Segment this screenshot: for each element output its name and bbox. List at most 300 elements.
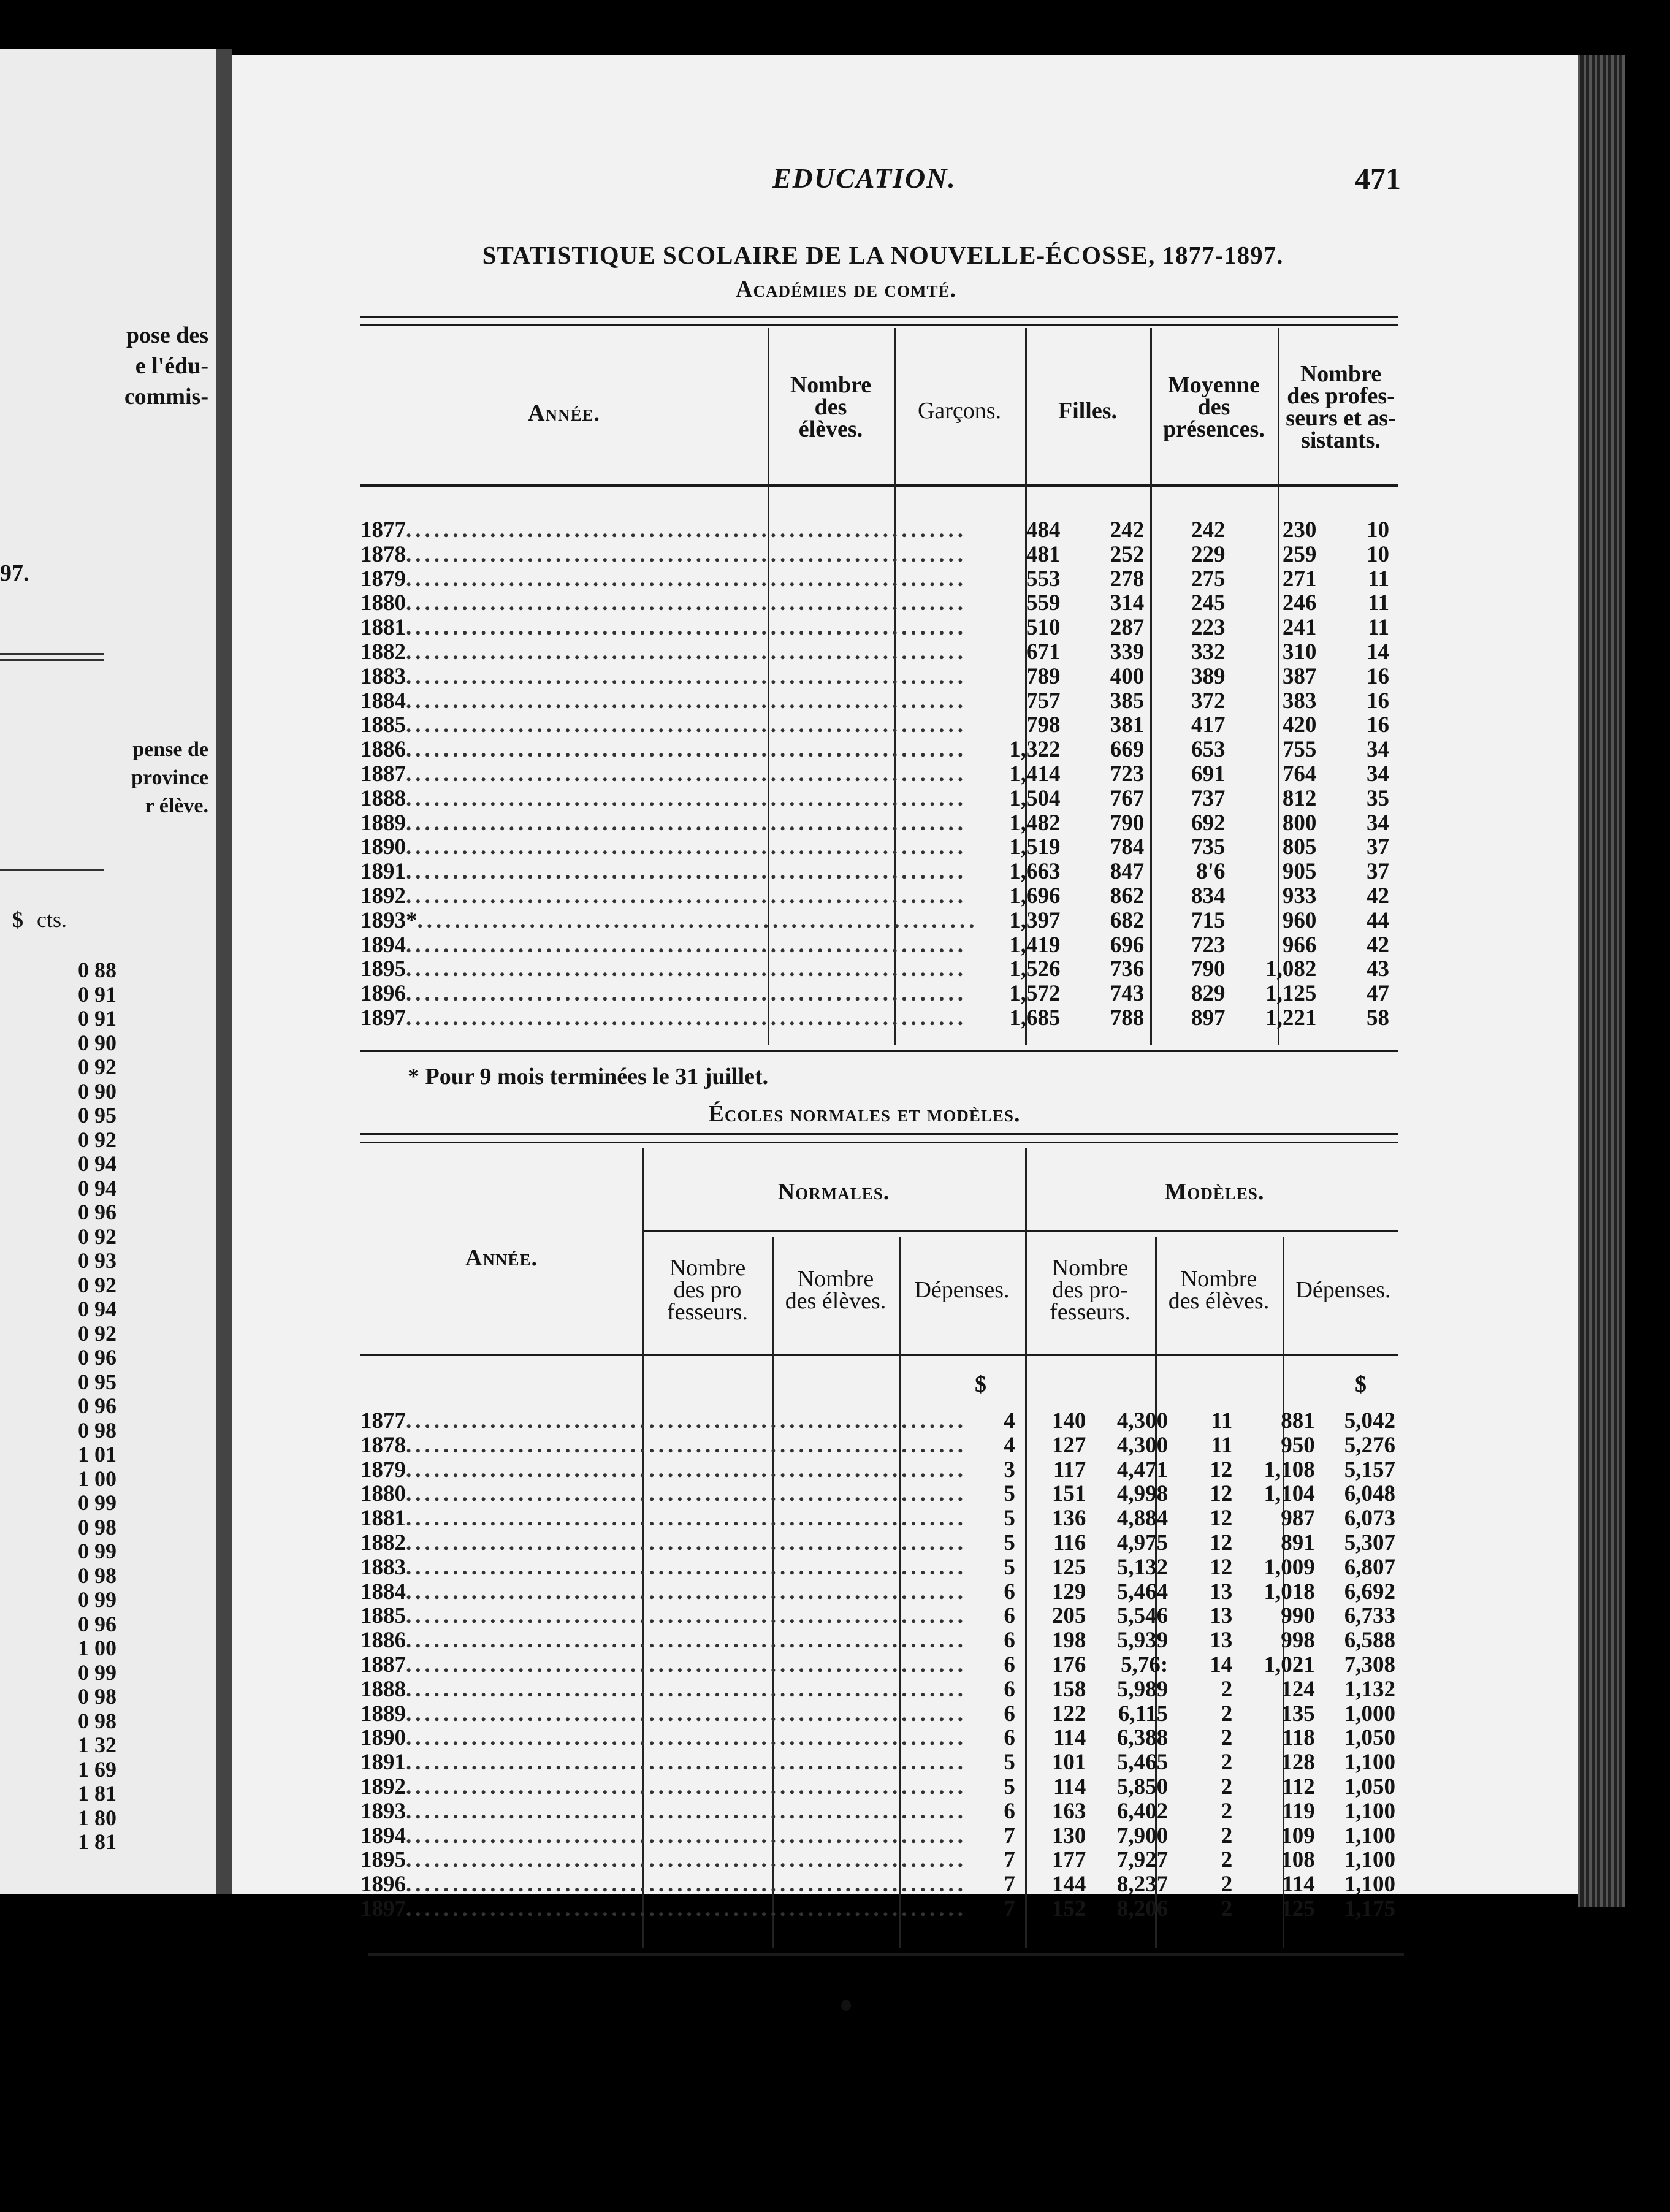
table2-cell-3: 4,300 <box>1116 1432 1169 1458</box>
table2-cell-5: 124 <box>1281 1676 1315 1702</box>
table2-cell-3: 8,237 <box>1116 1872 1169 1897</box>
left-page-text: r élève. <box>145 795 208 817</box>
table2-cell-5: 108 <box>1281 1847 1315 1873</box>
table2-subtitle: Écoles normales et modèles. <box>708 1101 1021 1127</box>
year-cell: 1881............................................................ <box>360 616 967 640</box>
table2-cell-4: 14 <box>1210 1652 1233 1677</box>
left-page-value: 0 90 <box>78 1078 116 1104</box>
left-page-value: 0 99 <box>78 1539 116 1563</box>
year-cell: 1891............................................................ <box>360 860 967 884</box>
table2-cell-2: 116 <box>1053 1530 1086 1555</box>
table-row <box>360 640 1398 665</box>
table2-cell-6: 1,100 <box>1344 1798 1395 1824</box>
table2-cell-2: 152 <box>1051 1896 1086 1921</box>
table1-cell-5: 14 <box>1367 639 1389 665</box>
year-cell: 1882............................................................ <box>360 1530 967 1555</box>
table2-cell-2: 114 <box>1053 1725 1086 1751</box>
table1-cell-2: 385 <box>1110 688 1145 714</box>
table1-cell-4: 383 <box>1282 688 1317 714</box>
table1-cell-1: 1,482 <box>1009 810 1061 836</box>
header-annee-2: Année. <box>465 1245 538 1271</box>
table1-cell-5: 10 <box>1367 541 1389 567</box>
table2-cell-1: 6 <box>1004 1725 1015 1751</box>
table1-cell-5: 16 <box>1367 663 1389 689</box>
table1-cell-1: 1,519 <box>1009 834 1061 860</box>
table2-cell-6: 6,733 <box>1344 1603 1395 1629</box>
table-row <box>360 1458 1404 1482</box>
table-row <box>360 860 1398 884</box>
table2-cell-1: 6 <box>1004 1603 1015 1629</box>
year-cell: 1889............................................................ <box>360 1701 967 1726</box>
left-page-value: 0 92 <box>78 1055 116 1079</box>
table-row <box>360 762 1398 787</box>
left-page-value: 0 99 <box>78 1587 116 1612</box>
table2-cell-6: 1,100 <box>1344 1750 1395 1775</box>
table1-cell-4: 246 <box>1282 590 1317 616</box>
table1-cell-3: 8'6 <box>1196 859 1226 885</box>
left-page-value: 0 98 <box>78 1417 116 1443</box>
table2-cell-4: 12 <box>1210 1481 1233 1507</box>
year-cell: 1890............................................................ <box>360 1726 967 1751</box>
table2-cell-4: 13 <box>1210 1579 1233 1604</box>
table-row <box>360 1824 1404 1848</box>
table2-cell-5: 125 <box>1281 1896 1315 1921</box>
table2-cell-4: 2 <box>1221 1896 1233 1921</box>
ink-dot <box>841 2000 851 2011</box>
year-cell: 1878............................................................ <box>360 1433 967 1458</box>
table-row <box>360 1482 1404 1506</box>
table1-cell-4: 1,082 <box>1265 956 1317 982</box>
table1-cell-4: 1,125 <box>1265 981 1317 1007</box>
table1-cell-4: 1,221 <box>1265 1005 1317 1031</box>
table1-cell-5: 34 <box>1367 737 1389 763</box>
table2-cell-5: 112 <box>1282 1774 1315 1799</box>
table1-cell-3: 790 <box>1191 956 1226 982</box>
table2-cell-5: 119 <box>1282 1798 1315 1824</box>
left-page-value: 0 94 <box>78 1175 116 1200</box>
table2-cell-2: 198 <box>1051 1628 1086 1653</box>
table-row <box>360 616 1398 640</box>
table2-cell-3: 5,939 <box>1116 1628 1169 1653</box>
table1-cell-2: 339 <box>1110 639 1145 665</box>
table1-cell-4: 271 <box>1282 566 1317 592</box>
year-cell: 1896............................................................ <box>360 982 967 1006</box>
table2-cell-3: 6,388 <box>1116 1725 1169 1751</box>
left-page-fragment <box>0 49 216 1894</box>
table1-cell-1: 1,419 <box>1009 932 1061 958</box>
table1-cell-1: 510 <box>1026 615 1061 641</box>
year-cell: 1880............................................................ <box>360 1482 967 1507</box>
table-row <box>360 1726 1404 1750</box>
header-garcons: Garçons. <box>917 398 1002 424</box>
table2-cell-3: 7,900 <box>1116 1823 1169 1848</box>
table1-cell-4: 805 <box>1282 834 1317 860</box>
table-row <box>360 567 1398 592</box>
table-row <box>360 518 1398 543</box>
table1-cell-2: 314 <box>1110 590 1145 616</box>
table2-cell-6: 6,692 <box>1344 1579 1395 1604</box>
table1-cell-5: 44 <box>1367 907 1389 933</box>
table2-cell-1: 6 <box>1004 1652 1015 1677</box>
table1-cell-5: 47 <box>1367 981 1389 1007</box>
table2-cell-3: 7,927 <box>1116 1847 1169 1873</box>
table1-cell-5: 16 <box>1367 688 1389 714</box>
table1-cell-4: 966 <box>1282 932 1317 958</box>
year-cell: 1882............................................................ <box>360 639 967 665</box>
table2-cell-5: 1,018 <box>1264 1579 1315 1604</box>
table-row <box>360 591 1398 616</box>
left-page-value: 0 98 <box>78 1684 116 1709</box>
table1-cell-4: 905 <box>1282 859 1317 885</box>
table1-cell-2: 242 <box>1110 517 1145 543</box>
left-page-value: 0 96 <box>78 1200 116 1224</box>
table-row <box>360 1628 1404 1653</box>
table2-cell-4: 11 <box>1211 1408 1233 1433</box>
table1-cell-3: 417 <box>1191 712 1226 738</box>
table1-cell-1: 798 <box>1026 712 1061 738</box>
table-row <box>360 835 1398 860</box>
left-page-value: 1 80 <box>78 1805 116 1830</box>
year-cell: 1885............................................................ <box>360 713 967 738</box>
year-cell: 1884............................................................ <box>360 688 967 714</box>
table2-cell-6: 5,307 <box>1344 1530 1395 1555</box>
table1-cell-2: 767 <box>1110 785 1145 811</box>
year-cell: 1889............................................................ <box>360 810 967 836</box>
table2-cell-5: 998 <box>1281 1628 1315 1653</box>
table1-cell-4: 387 <box>1282 663 1317 689</box>
left-page-rule <box>0 869 104 871</box>
table2-cell-6: 1,000 <box>1344 1701 1395 1726</box>
table1-cell-2: 287 <box>1110 615 1145 641</box>
left-page-value: 1 81 <box>78 1781 116 1806</box>
table1-cell-3: 389 <box>1191 663 1226 689</box>
header-modeles-eleves: Nombre des élèves. <box>1168 1266 1270 1314</box>
currency-modeles: $ <box>1355 1371 1367 1397</box>
left-page-value: 1 81 <box>78 1829 116 1854</box>
year-cell: 1886............................................................ <box>360 1628 967 1653</box>
table2-cell-5: 109 <box>1281 1823 1315 1848</box>
table2-cell-3: 5,76: <box>1121 1652 1169 1677</box>
table2-cell-3: 5,464 <box>1116 1579 1169 1604</box>
table2-cell-3: 4,884 <box>1116 1506 1169 1531</box>
left-page-value: 0 99 <box>78 1490 116 1515</box>
header-normales-professeurs: Nombre des pro fesseurs. <box>667 1255 748 1325</box>
table1-cell-1: 1,504 <box>1009 785 1061 811</box>
page-number: 471 <box>1355 161 1401 196</box>
table2-cell-4: 12 <box>1210 1530 1233 1555</box>
table1-cell-3: 829 <box>1191 981 1226 1007</box>
table2-cell-1: 4 <box>1004 1432 1015 1458</box>
table1-cell-1: 757 <box>1026 688 1061 714</box>
year-cell: 1892............................................................ <box>360 1774 967 1799</box>
table2-cell-1: 7 <box>1004 1823 1015 1848</box>
table2-cell-3: 5,989 <box>1116 1676 1169 1702</box>
table-row <box>360 1006 1398 1031</box>
table1-cell-1: 1,572 <box>1009 981 1061 1007</box>
left-page-value: 0 92 <box>78 1272 116 1297</box>
table1-cell-5: 11 <box>1368 590 1389 616</box>
table1-cell-3: 332 <box>1191 639 1226 665</box>
table2-cell-4: 12 <box>1210 1457 1233 1482</box>
table1-cell-1: 671 <box>1026 639 1061 665</box>
table-rule <box>642 1230 1398 1232</box>
year-cell: 1895............................................................ <box>360 957 967 982</box>
table-rule <box>360 1133 1398 1135</box>
table2-cell-4: 13 <box>1210 1603 1233 1629</box>
table1-cell-3: 715 <box>1191 907 1226 933</box>
year-cell: 1878............................................................ <box>360 542 967 567</box>
table-row <box>360 982 1398 1006</box>
header-normales-depenses: Dépenses. <box>914 1277 1010 1303</box>
table-row <box>360 884 1398 909</box>
table-row <box>360 909 1398 933</box>
table1-cell-4: 241 <box>1282 615 1317 641</box>
table1-cell-5: 37 <box>1367 859 1389 885</box>
table2-cell-1: 5 <box>1004 1774 1015 1799</box>
table1-cell-4: 259 <box>1282 541 1317 567</box>
table1-cell-4: 764 <box>1282 761 1317 787</box>
table2-cell-1: 3 <box>1004 1457 1015 1482</box>
table1-cell-4: 310 <box>1282 639 1317 665</box>
left-page-value: 0 94 <box>78 1151 116 1176</box>
table-row <box>360 1555 1404 1580</box>
table2-cell-1: 6 <box>1004 1676 1015 1702</box>
table2-cell-2: 176 <box>1051 1652 1086 1677</box>
year-cell: 1886............................................................ <box>360 738 967 762</box>
table2-cell-5: 135 <box>1281 1701 1315 1726</box>
table1-cell-3: 897 <box>1191 1005 1226 1031</box>
table1-cell-1: 1,696 <box>1009 883 1061 909</box>
table1-cell-1: 553 <box>1026 566 1061 592</box>
year-cell: 1894............................................................ <box>360 1823 967 1848</box>
table-rule <box>360 484 1398 487</box>
table2-cell-2: 101 <box>1051 1750 1086 1775</box>
table-row <box>360 713 1398 738</box>
table2-cell-1: 5 <box>1004 1750 1015 1775</box>
table2-cell-6: 5,042 <box>1344 1408 1395 1433</box>
table1-cell-2: 252 <box>1110 541 1145 567</box>
table1-cell-5: 35 <box>1367 785 1389 811</box>
left-page-value: 1 69 <box>78 1756 116 1782</box>
table2-cell-5: 118 <box>1282 1725 1315 1751</box>
table-row <box>360 1848 1404 1872</box>
table2-cell-1: 6 <box>1004 1701 1015 1726</box>
table2-cell-3: 5,465 <box>1116 1750 1169 1775</box>
year-cell: 1892............................................................ <box>360 883 967 909</box>
table2-cell-2: 125 <box>1051 1554 1086 1580</box>
table2-cell-6: 7,308 <box>1344 1652 1395 1677</box>
table2-cell-1: 5 <box>1004 1530 1015 1555</box>
table2-cell-6: 6,807 <box>1344 1554 1395 1580</box>
table-row <box>360 1604 1404 1628</box>
year-cell: 1893............................................................ <box>360 1799 967 1824</box>
table2-cell-1: 6 <box>1004 1798 1015 1824</box>
year-cell: 1877............................................................ <box>360 518 967 543</box>
table-rule <box>368 1953 1404 1956</box>
table-row <box>360 1677 1404 1702</box>
group-modeles: Modèles. <box>1164 1179 1265 1205</box>
left-page-value: 0 98 <box>78 1514 116 1539</box>
running-title: EDUCATION. <box>772 162 956 194</box>
table1-cell-4: 420 <box>1282 712 1317 738</box>
table2-cell-4: 13 <box>1210 1628 1233 1653</box>
year-cell: 1884............................................................ <box>360 1579 967 1604</box>
year-cell: 1880............................................................ <box>360 591 967 616</box>
table2-cell-1: 5 <box>1004 1554 1015 1580</box>
table1-cell-2: 743 <box>1110 981 1145 1007</box>
table2-cell-2: 151 <box>1051 1481 1086 1507</box>
table1-cell-3: 229 <box>1191 541 1226 567</box>
header-modeles-depenses: Dépenses. <box>1295 1277 1391 1303</box>
table-row <box>360 543 1398 567</box>
table2-cell-2: 114 <box>1053 1774 1086 1799</box>
year-cell: 1877............................................................ <box>360 1409 967 1433</box>
year-cell: 1894............................................................ <box>360 932 967 958</box>
table2-cell-1: 5 <box>1004 1506 1015 1531</box>
header-professeurs: Nombre des profes- seurs et as- sistants. <box>1286 361 1396 453</box>
table1-cell-3: 737 <box>1191 785 1226 811</box>
left-page-value: 1 32 <box>78 1733 116 1757</box>
table2-cell-5: 1,104 <box>1264 1481 1315 1507</box>
year-cell: 1893*............................................................ <box>360 908 978 933</box>
page-edge <box>1578 55 1625 1907</box>
left-page-value: 0 90 <box>78 1030 116 1055</box>
table2-cell-3: 4,471 <box>1116 1457 1169 1482</box>
table2-cell-1: 7 <box>1004 1847 1015 1873</box>
table1-cell-3: 372 <box>1191 688 1226 714</box>
table-row <box>360 1531 1404 1555</box>
left-page-value: 1 00 <box>78 1466 116 1491</box>
header-moyenne: Moyenne des présences. <box>1163 372 1265 442</box>
table1-cell-2: 400 <box>1110 663 1145 689</box>
year-cell: 1881............................................................ <box>360 1506 967 1531</box>
table2-cell-5: 1,021 <box>1264 1652 1315 1677</box>
table2-cell-5: 114 <box>1282 1872 1315 1897</box>
table1-cell-4: 960 <box>1282 907 1317 933</box>
table2-cell-6: 5,157 <box>1344 1457 1395 1482</box>
table-row <box>360 1653 1404 1677</box>
table1-footnote: * Pour 9 mois terminées le 31 juillet. <box>408 1064 769 1089</box>
year-cell: 1883............................................................ <box>360 1555 967 1580</box>
table-row <box>360 665 1398 689</box>
table2-cell-4: 2 <box>1221 1847 1233 1873</box>
left-page-value: 0 98 <box>78 1563 116 1588</box>
table2-cell-6: 1,100 <box>1344 1847 1395 1873</box>
year-cell: 1887............................................................ <box>360 1652 967 1677</box>
table1-cell-2: 862 <box>1110 883 1145 909</box>
table2-cell-1: 5 <box>1004 1481 1015 1507</box>
table1-cell-5: 34 <box>1367 810 1389 836</box>
table-row <box>360 1409 1404 1433</box>
table1-cell-1: 481 <box>1026 541 1061 567</box>
left-page-text: pense de <box>132 738 208 761</box>
table2-cell-2: 117 <box>1053 1457 1086 1482</box>
table1-cell-3: 692 <box>1191 810 1226 836</box>
table-row <box>360 689 1398 714</box>
table2-cell-2: 158 <box>1051 1676 1086 1702</box>
table1-cell-2: 669 <box>1110 737 1145 763</box>
table2-cell-3: 8,206 <box>1116 1896 1169 1921</box>
left-page-rule <box>0 659 104 661</box>
left-page-text: pose des <box>126 322 208 348</box>
table1-cell-3: 735 <box>1191 834 1226 860</box>
table2-cell-1: 7 <box>1004 1872 1015 1897</box>
table2-cell-2: 122 <box>1051 1701 1086 1726</box>
table1-cell-5: 58 <box>1367 1005 1389 1031</box>
table2-cell-4: 2 <box>1221 1750 1233 1775</box>
year-cell: 1891............................................................ <box>360 1750 967 1775</box>
year-cell: 1885............................................................ <box>360 1604 967 1629</box>
table2-cell-3: 4,975 <box>1116 1530 1169 1555</box>
table2-cell-6: 1,100 <box>1344 1823 1395 1848</box>
table-row <box>360 1799 1404 1824</box>
table2-cell-2: 140 <box>1051 1408 1086 1433</box>
table1-body <box>360 518 1398 1031</box>
left-page-value: 0 88 <box>78 958 116 982</box>
left-page-value: 0 96 <box>78 1611 116 1636</box>
table2-cell-6: 5,276 <box>1344 1432 1395 1458</box>
year-cell: 1879............................................................ <box>360 1457 967 1482</box>
left-page-text: commis- <box>124 384 208 410</box>
table2-cell-5: 987 <box>1281 1506 1315 1531</box>
header-normales-eleves: Nombre des élèves. <box>785 1266 886 1314</box>
table1-cell-1: 1,322 <box>1009 737 1061 763</box>
table1-subtitle: Académies de comté. <box>736 276 956 302</box>
table1-cell-2: 723 <box>1110 761 1145 787</box>
table-rule <box>360 1142 1398 1143</box>
table-row <box>360 1775 1404 1799</box>
table2-cell-6: 6,073 <box>1344 1506 1395 1531</box>
table1-cell-2: 682 <box>1110 907 1145 933</box>
table2-cell-6: 1,050 <box>1344 1725 1395 1751</box>
table2-cell-4: 2 <box>1221 1725 1233 1751</box>
table1-cell-1: 1,685 <box>1009 1005 1061 1031</box>
table2-cell-2: 177 <box>1051 1847 1086 1873</box>
table2-cell-5: 1,009 <box>1264 1554 1315 1580</box>
table1-cell-4: 755 <box>1282 737 1317 763</box>
year-cell: 1890............................................................ <box>360 835 967 860</box>
table-rule <box>360 1050 1398 1052</box>
currency-symbol: $ <box>12 907 23 932</box>
table2-cell-4: 12 <box>1210 1506 1233 1531</box>
left-page-text: 97. <box>0 560 29 586</box>
table1-cell-2: 736 <box>1110 956 1145 982</box>
left-page-value: 0 95 <box>78 1369 116 1394</box>
table2-cell-1: 4 <box>1004 1408 1015 1433</box>
table2-cell-3: 4,998 <box>1116 1481 1169 1507</box>
year-cell: 1897............................................................ <box>360 1005 967 1031</box>
table2-cell-4: 2 <box>1221 1701 1233 1726</box>
table2-cell-4: 2 <box>1221 1823 1233 1848</box>
left-page-value: 0 94 <box>78 1297 116 1321</box>
table2-cell-4: 12 <box>1210 1554 1233 1580</box>
table2-cell-3: 5,850 <box>1116 1774 1169 1799</box>
table1-cell-3: 223 <box>1191 615 1226 641</box>
table2-cell-4: 2 <box>1221 1676 1233 1702</box>
left-page-value: 0 96 <box>78 1394 116 1418</box>
table1-cell-1: 1,397 <box>1009 907 1061 933</box>
table1-cell-2: 696 <box>1110 932 1145 958</box>
group-normales: Normales. <box>777 1179 890 1205</box>
table2-cell-4: 2 <box>1221 1872 1233 1897</box>
left-page-value: 0 93 <box>78 1248 116 1273</box>
left-page-value: 0 99 <box>78 1660 116 1685</box>
left-page-value: 0 92 <box>78 1127 116 1152</box>
table1-cell-5: 43 <box>1367 956 1389 982</box>
table1-cell-5: 11 <box>1368 566 1389 592</box>
table1-cell-3: 242 <box>1191 517 1226 543</box>
table2-cell-4: 2 <box>1221 1774 1233 1799</box>
